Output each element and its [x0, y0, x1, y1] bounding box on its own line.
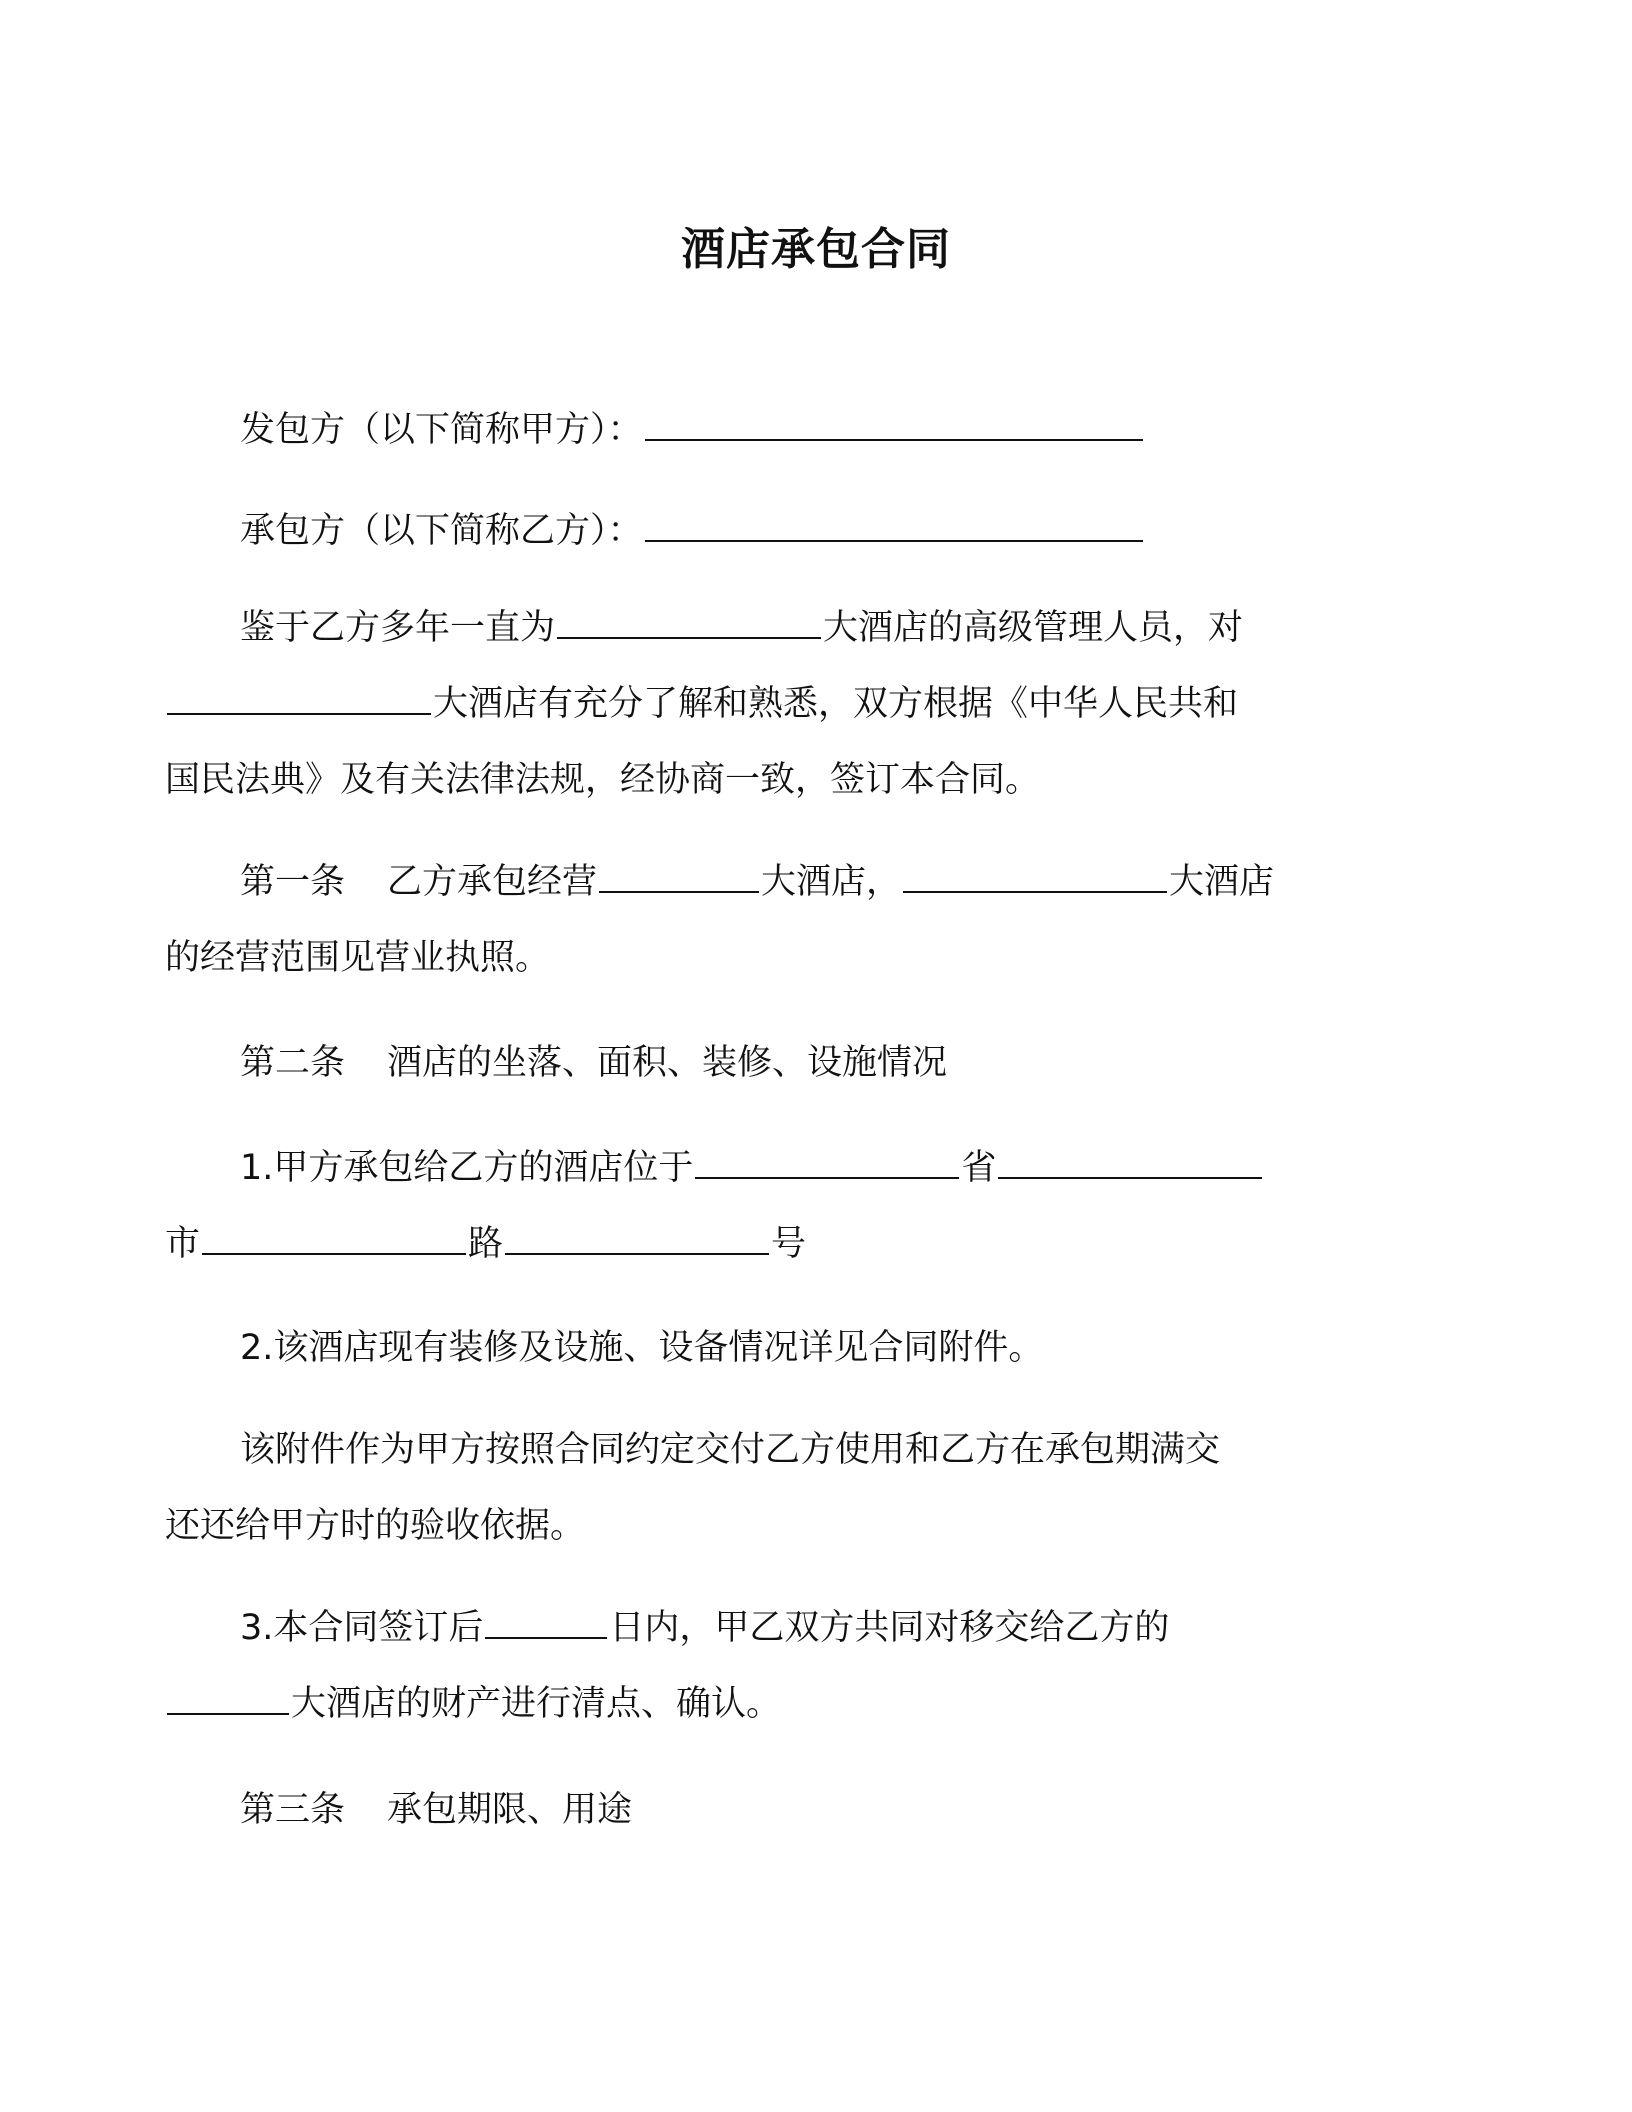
item-3-text-a: 3.本合同签订后 — [240, 1608, 484, 1648]
party-b-line — [240, 493, 1400, 569]
city-blank[interactable] — [998, 1149, 1262, 1179]
article-1-text-c: 大酒店 — [1169, 862, 1275, 902]
preamble-paragraph — [165, 590, 1400, 818]
number-blank[interactable] — [505, 1225, 769, 1255]
road-label: 路 — [468, 1224, 504, 1264]
article-2-heading-line — [240, 1025, 1400, 1101]
province-label: 省 — [961, 1148, 997, 1188]
article-2-title: 酒店的坐落、面积、装修、设施情况 — [387, 1043, 948, 1083]
article-3-title: 承包期限、用途 — [387, 1790, 633, 1830]
document-title: 酒店承包合同 — [681, 224, 951, 275]
article-2-item-2: 2.该酒店现有装修及设施、设备情况详见合同附件。 — [240, 1328, 1044, 1368]
party-a-label: 发包方（以下简称甲方）： — [240, 410, 643, 450]
article-1-hotel-blank-1[interactable] — [599, 863, 759, 893]
preamble-text-3: 大酒店有充分了解和熟悉，双方根据《中华人民共和 — [433, 684, 1239, 724]
article-2-heading: 第二条 — [240, 1043, 346, 1083]
hotel-name-blank-1[interactable] — [557, 609, 821, 639]
article-2-item-1 — [165, 1130, 1400, 1282]
attachment-line-2: 还还给甲方时的验收依据。 — [165, 1506, 586, 1546]
preamble-text-1: 鉴于乙方多年一直为 — [240, 608, 556, 648]
article-1-hotel-blank-2[interactable] — [903, 863, 1167, 893]
article-1-heading: 第一条 — [240, 862, 346, 902]
article-1-text-a: 乙方承包经营 — [387, 862, 598, 902]
item-1-text: 1.甲方承包给乙方的酒店位于 — [240, 1148, 694, 1188]
attachment-line-1: 该附件作为甲方按照合同约定交付乙方使用和乙方在承包期满交 — [240, 1430, 1221, 1470]
item-3-hotel-blank[interactable] — [167, 1685, 289, 1715]
preamble-text-2: 大酒店的高级管理人员，对 — [823, 608, 1244, 648]
preamble-text-4: 国民法典》及有关法律法规，经协商一致，签订本合同。 — [165, 760, 1041, 800]
article-1-line-2: 的经营范围见营业执照。 — [165, 938, 551, 978]
days-blank[interactable] — [485, 1609, 607, 1639]
article-3-heading-line — [240, 1772, 1400, 1848]
party-b-blank[interactable] — [645, 512, 1143, 542]
number-label: 号 — [771, 1224, 807, 1264]
item-3-text-b: 日内，甲乙双方共同对移交给乙方的 — [609, 1608, 1170, 1648]
city-label: 市 — [165, 1224, 201, 1264]
party-a-blank[interactable] — [645, 411, 1143, 441]
article-2-item-3 — [240, 1590, 1400, 1742]
hotel-name-blank-2[interactable] — [167, 685, 431, 715]
attachment-paragraph — [165, 1412, 1400, 1564]
party-a-line — [240, 392, 1400, 468]
article-1-text-b: 大酒店， — [761, 862, 902, 902]
party-b-label: 承包方（以下简称乙方）： — [240, 511, 643, 551]
article-1-paragraph — [165, 844, 1400, 996]
item-3-line-2: 大酒店的财产进行清点、确认。 — [291, 1684, 782, 1724]
province-blank[interactable] — [695, 1149, 959, 1179]
road-blank[interactable] — [202, 1225, 466, 1255]
article-3-heading: 第三条 — [240, 1790, 346, 1830]
